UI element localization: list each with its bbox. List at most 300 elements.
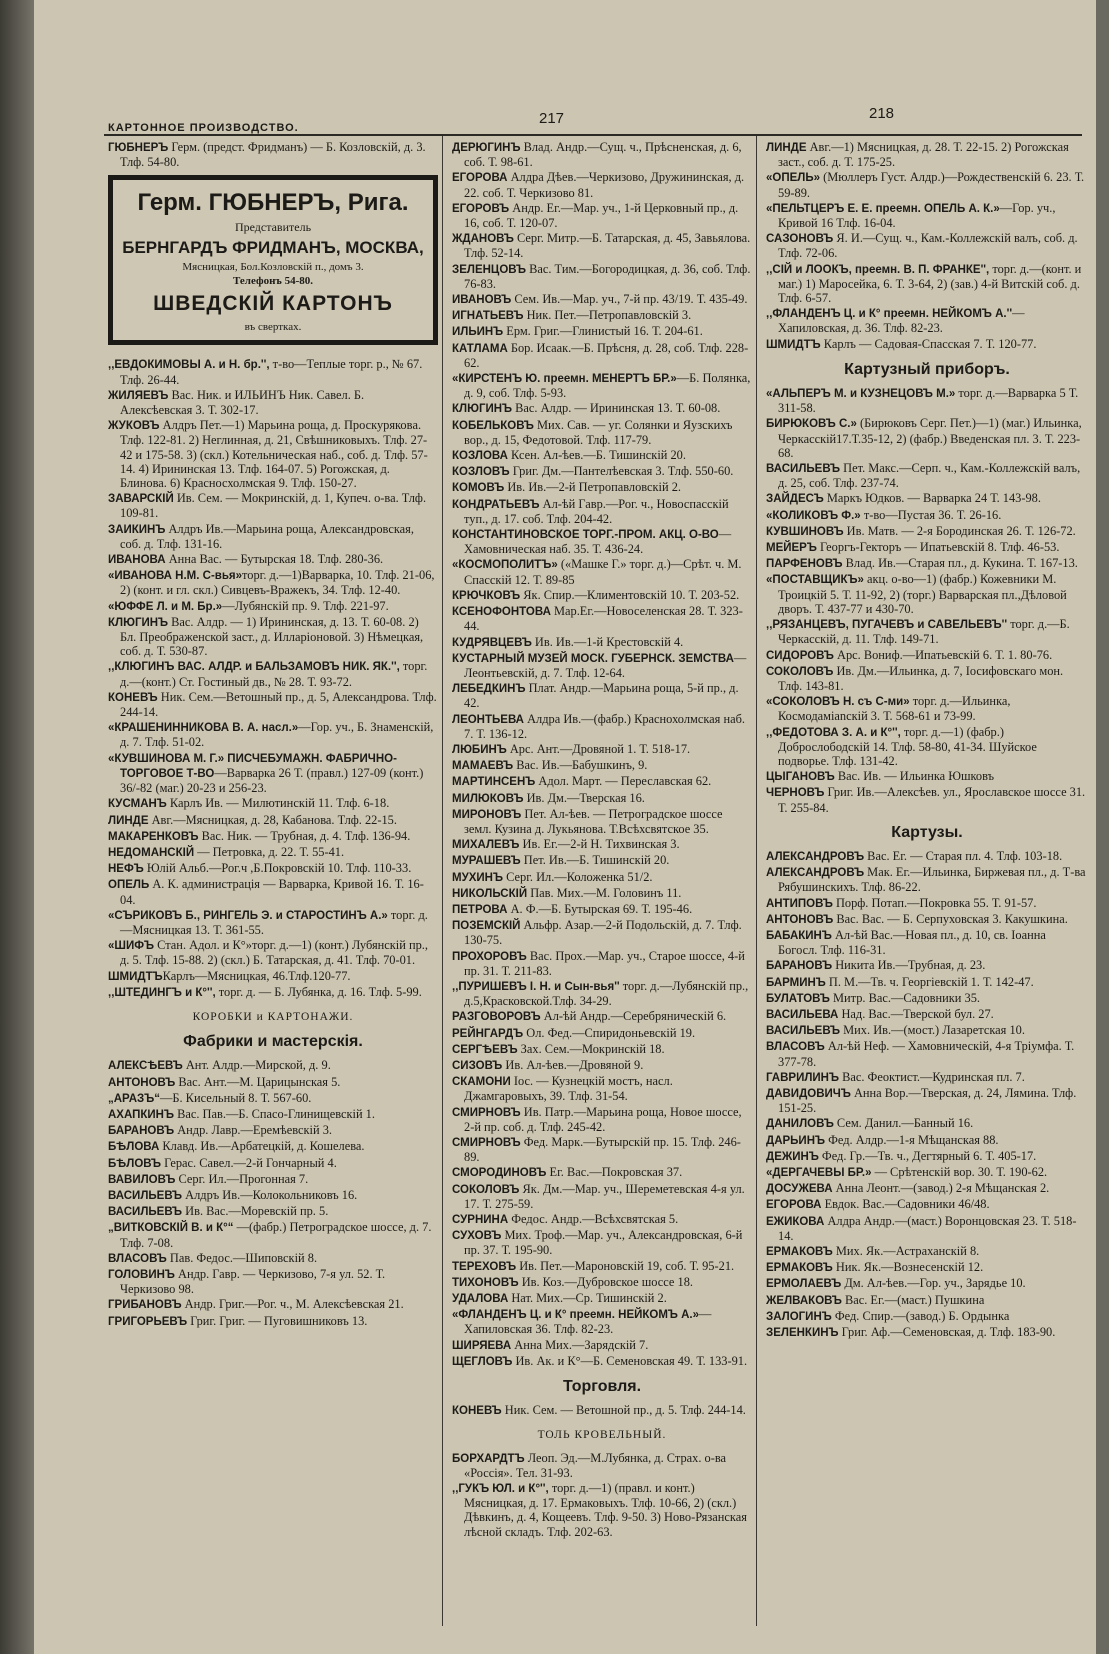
- entry-name: ВАСИЛЬЕВА: [766, 1008, 839, 1021]
- directory-entry: [452, 418, 752, 447]
- directory-entry: [766, 648, 1088, 663]
- entry-details: Вас. Ив. — Ильинка Юшковъ: [834, 769, 995, 784]
- entry-details: (Мюллеръ Густ. Алдр.)—Рождественскій 6. 23. Т. 59-89.: [778, 170, 1085, 200]
- entry-name: ЛИНДЕ: [108, 814, 149, 827]
- directory-entry: [452, 292, 752, 307]
- entry-name: МУРАШЕВЪ: [452, 855, 521, 868]
- entry-name: ,,СІЙ и ЛООКЪ, преемн. В. П. ФРАНКЕ'',: [766, 263, 990, 276]
- entry-name: ЛЮБИНЪ: [452, 743, 507, 756]
- entry-name: «СЪРИКОВЪ Б., РИНГЕЛЬ Э. и СТАРОСТИНЪ А.»: [108, 909, 388, 922]
- directory-entry: [108, 1123, 438, 1138]
- entry-details: Вас. Ник. — Трубная, д. 4. Тлф. 136-94.: [198, 828, 411, 843]
- entry-name: ИВАНОВА: [108, 554, 166, 567]
- entry-details: Никита Ив.—Трубная, д. 23.: [832, 958, 986, 973]
- directory-entry: [452, 742, 752, 757]
- entry-name: ГОЛОВИНЪ: [108, 1268, 175, 1281]
- entry-details: Мих. Троф.—Мар. уч., Александровская, 6-й пр. 37. Т. 195-90.: [464, 1228, 743, 1258]
- entry-details: торг. д.—Б. Черкасскій, д. 11. Тлф. 149-71.: [778, 617, 1070, 647]
- directory-entry: [766, 725, 1088, 769]
- entry-name: СОКОЛОВЪ: [766, 665, 834, 678]
- directory-entry: [766, 1039, 1088, 1068]
- directory-entry: [766, 1181, 1088, 1196]
- entry-name: БАРАНОВЪ: [766, 960, 833, 973]
- page-number-left: 217: [539, 110, 565, 127]
- book-binding: [0, 0, 34, 1654]
- ad-phone: Телефонъ 54-80.: [232, 275, 313, 288]
- entry-details: Мих. Ив.—(мост.) Лазаретская 10.: [840, 1023, 1025, 1038]
- entry-details: Ал-ѣй Вас.—Новая пл., д. 10, св. Іоанна Богосл. Тлф. 116-31.: [778, 927, 1046, 958]
- directory-entry: [108, 1107, 438, 1122]
- entry-name: МИХАЛЕВЪ: [452, 839, 520, 852]
- entry-details: Анна Мих.—Зарядскій 7.: [511, 1337, 649, 1352]
- entry-details: Ал-ѣй Гавр.—Рог. ч., Новоспасскій туп., д. 17. соб. Тлф. 204-42.: [464, 496, 729, 526]
- ad-representative-label: Представитель: [234, 220, 312, 235]
- entry-name: БѢЛОВА: [108, 1141, 160, 1154]
- directory-entry: [452, 1135, 752, 1164]
- entry-name: ГРИБАНОВЪ: [108, 1299, 182, 1312]
- entry-name: КРЮЧКОВЪ: [452, 589, 521, 602]
- directory-entry: [452, 1182, 752, 1211]
- entry-details: Авг.—1) Мясницкая, д. 28. Т. 22-15. 2) Рогожская заст., соб. д. Т. 175-25.: [778, 140, 1069, 170]
- entry-details: торг. д.—1) (фабр.) Доброслободскій 14. Тлф. 58-80, 41-34. Шуйское подворье. Тлф. 131-42.: [778, 724, 1037, 768]
- entry-name: ИГНАТЬЕВЪ: [452, 310, 524, 323]
- directory-entry: [452, 807, 752, 836]
- entry-details: Митр. Вас.—Садовники 35.: [829, 990, 980, 1005]
- directory-entry: [452, 170, 752, 199]
- directory-entry: [452, 774, 752, 789]
- entry-details: Ив. Матв. — 2-я Бородинская 26. Т. 126-72.: [843, 523, 1076, 538]
- directory-entry: [766, 540, 1088, 555]
- entry-name: КОНЕВЪ: [108, 691, 158, 704]
- entry-name: СОКОЛОВЪ: [452, 1183, 520, 1196]
- entry-name: КОЗЛОВА: [452, 450, 508, 463]
- entry-details: —Б. Полянка, д. 9, соб. Тлф. 5-93.: [464, 371, 751, 401]
- entry-name: ЗАЛОГИНЪ: [766, 1310, 832, 1323]
- entry-details: —(фабр.) Петроградское шоссе, д. 7. Тлф. 7-08.: [120, 1220, 432, 1250]
- entry-name: РАЗГОВОРОВЪ: [452, 1011, 541, 1024]
- entry-details: Андр. Гавр. — Черкизово, 7-я ул. 52. Т. Черкизово 98.: [120, 1266, 386, 1297]
- directory-entry: [108, 938, 438, 967]
- directory-entry: [108, 845, 438, 860]
- directory-entry: [108, 140, 438, 169]
- entry-name: КОБЕЛЬКОВЪ: [452, 419, 534, 432]
- section-heading: Торговля.: [562, 1378, 642, 1396]
- entry-details: т-во—Пустая 36. Т. 26-16.: [860, 507, 1002, 522]
- directory-entry: [452, 635, 752, 650]
- entry-details: Вас. Тим.—Богородицкая, д. 36, соб. Тлф. 76-83.: [464, 261, 751, 291]
- directory-entry: [766, 785, 1088, 814]
- entry-details: Зах. Сем.—Мокринскій 18.: [517, 1041, 665, 1056]
- entry-details: Ник. Пет.—Петропавловскій 3.: [523, 308, 692, 323]
- entry-details: Пав. Федос.—Шиповскій 8.: [166, 1250, 318, 1265]
- entry-name: ПАРФЕНОВЪ: [766, 558, 843, 571]
- directory-entry: [452, 758, 752, 773]
- entry-details: —Гор. уч., Б. Знаменскій, д. 7. Тлф. 51-02.: [120, 720, 434, 750]
- directory-entry: [766, 306, 1088, 335]
- directory-entry: [766, 262, 1088, 306]
- entry-details: Вас. Ег.—(маст.) Пушкина: [841, 1292, 985, 1307]
- entry-name: ЕЖИКОВА: [766, 1215, 825, 1228]
- directory-entry: [452, 651, 752, 680]
- column-3: [766, 140, 1088, 1630]
- section-subheading: ТОЛЬ КРОВЕЛЬНЫЙ.: [537, 1429, 667, 1442]
- directory-entry: [452, 1165, 752, 1180]
- entry-name: «КУВШИНОВА М. Г.» ПИСЧЕБУМАЖН. ФАБРИЧНО-ТОРГОВОЕ Т-ВО: [108, 752, 397, 780]
- entry-details: Герм. (предст. Фридманъ) — Б. Козловскій, д. 3. Тлф. 54-80.: [120, 140, 426, 170]
- entry-details: Ив. Ив.—1-й Крестовскій 4.: [531, 634, 684, 649]
- directory-entry: [108, 908, 438, 937]
- directory-entry: [452, 401, 752, 416]
- entry-details: Ив. Дм.—Ильинка, д. 7, Іосифовскаго мон. Тлф. 143-81.: [778, 663, 1064, 693]
- entry-name: СКАМОНИ: [452, 1076, 511, 1089]
- column-divider: [442, 136, 443, 1626]
- advertisement-box: [108, 175, 438, 345]
- entry-details: Влад. Ив.—Старая пл., д. Кукина. Т. 167-13.: [842, 556, 1078, 571]
- entry-details: Серг. Ил.—Коложенка 51/2.: [502, 869, 653, 884]
- entry-details: Фед. Алдр.—1-я Мѣщанская 88.: [825, 1132, 999, 1147]
- header-rule: [104, 134, 1082, 136]
- entry-details: Григ. Григ. — Пуговишниковъ 13.: [187, 1313, 368, 1328]
- directory-entry: [452, 1291, 752, 1306]
- entry-name: ШМИДТЪ: [766, 338, 821, 351]
- section-heading: Картузы.: [891, 823, 963, 841]
- directory-entry: [108, 1075, 438, 1090]
- directory-entry: [766, 140, 1088, 169]
- directory-entry: [766, 170, 1088, 199]
- entry-details: Вас. Ив.—Бабушкинъ, 9.: [513, 758, 648, 773]
- directory-entry: [108, 1251, 438, 1266]
- entry-name: ЖЕЛВАКОВЪ: [766, 1294, 842, 1307]
- entry-name: СУРНИНА: [452, 1214, 509, 1227]
- directory-entry: [452, 1026, 752, 1041]
- entry-details: Ант. Алдр.—Мирской, д. 9.: [182, 1058, 331, 1073]
- entry-details: Анна Вас. — Бутырская 18. Тлф. 280-36.: [165, 552, 384, 567]
- entry-details: т-во—Теплые торг. р., № 67. Тлф. 26-44.: [120, 357, 423, 387]
- entry-details: Алдра Дѣев.—Черкизово, Дружининская, д. 22. соб. Т. Черкизово 81.: [464, 170, 745, 200]
- entry-name: МЕЙЕРЪ: [766, 542, 817, 555]
- entry-details: Влад. Андр.—Сущ. ч., Прѣсненская, д. 6, соб. Т. 98-61.: [464, 140, 742, 170]
- directory-entry: [452, 557, 752, 586]
- directory-entry: [108, 522, 438, 551]
- entry-name: КОМОВЪ: [452, 482, 505, 495]
- directory-entry: [108, 357, 438, 386]
- entry-details: Сем. Данил.—Банный 16.: [833, 1116, 974, 1131]
- entry-details: («Машке Г.» торг. д.)—Срѣт. ч. М. Спасскій 12. Т. 89-85: [464, 557, 742, 587]
- entry-details: Пет. Ив.—Б. Тишинскій 20.: [520, 853, 670, 868]
- entry-details: Ив. Дм.—Тверская 16.: [523, 790, 645, 805]
- entry-name: «АЛЬПЕРЪ М. и КУЗНЕЦОВЪ М.»: [766, 388, 956, 401]
- directory-entry: [108, 418, 438, 490]
- entry-details: Андр. Григ.—Рог. ч., М. Алексѣевская 21.: [181, 1297, 404, 1312]
- directory-entry: [108, 388, 438, 417]
- directory-entry: [766, 508, 1088, 523]
- entry-name: ЛЕОНТЬЕВА: [452, 713, 524, 726]
- entry-name: ЛИНДЕ: [766, 142, 807, 154]
- entry-details: Григ. Ив.—Алексѣев. ул., Ярославское шоссе 31. Т. 255-84.: [778, 785, 1086, 815]
- entry-name: ЖУКОВЪ: [108, 420, 160, 433]
- ad-company: Герм. ГЮБНЕРЪ, Рига.: [137, 189, 409, 217]
- entry-name: «ФЛАНДЕНЪ Ц. и К° преемн. НЕЙКОМЪ А.»: [452, 1309, 700, 1322]
- directory-entry: [766, 524, 1088, 539]
- entry-name: КСЕНОФОНТОВА: [452, 606, 551, 619]
- entry-name: НЕФЪ: [108, 863, 144, 876]
- directory-entry: [766, 572, 1088, 616]
- entry-name: «ЮФФЕ Л. и М. Бр.»: [108, 600, 223, 613]
- directory-entry: [452, 1228, 752, 1257]
- directory-entry: [452, 1212, 752, 1227]
- entry-name: СМОРОДИНОВЪ: [452, 1167, 547, 1180]
- directory-entry: [766, 1149, 1088, 1164]
- directory-entry: [766, 1293, 1088, 1308]
- entry-name: МАМАЕВЪ: [452, 760, 514, 773]
- entry-details: — Срѣтенскій вор. 30. Т. 190-62.: [871, 1165, 1048, 1179]
- entry-details: Георгъ-Гекторъ — Ипатьевскій 8. Тлф. 46-53.: [816, 540, 1060, 555]
- entry-details: Плат. Андр.—Марьина роща, 5-й пр., д. 42.: [464, 681, 739, 711]
- entry-name: ЗАВАРСКІЙ: [108, 493, 174, 506]
- entry-name: БОРХАРДТЪ: [452, 1452, 525, 1465]
- entry-name: СИЗОВЪ: [452, 1059, 503, 1072]
- entry-name: ,,ФЛАНДЕНЪ Ц. и К° преемн. НЕЙКОМЪ А.'': [766, 308, 1013, 321]
- entry-details: Карлъ Ив. — Милютинскій 11. Тлф. 6-18.: [166, 796, 390, 811]
- entry-name: КУВШИНОВЪ: [766, 525, 844, 538]
- column-divider: [756, 136, 757, 1626]
- ad-address: Мясницкая, Бол.Козловскій п., домъ 3.: [182, 261, 364, 274]
- entry-name: ЗЕЛЕНКИНЪ: [766, 1327, 839, 1340]
- directory-entry: [452, 448, 752, 463]
- directory-entry: [452, 201, 752, 230]
- entry-details: Григ. Дм.—Пантелѣевская 3. Тлф. 550-60.: [509, 464, 734, 479]
- entry-details: —Хапиловская, д. 36. Тлф. 82-23.: [778, 306, 1025, 336]
- entry-name: АНТИПОВЪ: [766, 897, 833, 910]
- entry-details: Григ. Аф.—Семеновская, д. Тлф. 183-90.: [838, 1325, 1056, 1340]
- entry-name: БАРАНОВЪ: [108, 1125, 175, 1138]
- entry-details: торг. д. — Б. Лубянка, д. 16. Тлф. 5-99.: [215, 984, 422, 999]
- entry-name: МИРОНОВЪ: [452, 808, 522, 821]
- column-1: [108, 140, 438, 1630]
- entry-details: торг. д.—(конт.) Ст. Гостиный дв., № 28. Т. 93-72.: [120, 659, 428, 689]
- entry-name: ЩЕГЛОВЪ: [452, 1355, 513, 1368]
- entry-details: торг. д.—1)Варварка, 10. Тлф. 21-06, 2) (конт. и гл. скл.) Сивцевъ-Вражекъ, 34. Тлф. 12-40.: [120, 568, 435, 598]
- entry-name: «СОКОЛОВЪ Н. съ С-ми»: [766, 696, 910, 709]
- entry-details: Фед. Гр.—Тв. ч., Дегтярный 6. Т. 405-17.: [818, 1148, 1037, 1163]
- section-subheading: КОРОБКИ и КАРТОНАЖИ.: [192, 1010, 354, 1023]
- directory-entry: [452, 918, 752, 947]
- entry-name: «КОСМОПОЛИТЪ»: [452, 559, 558, 572]
- entry-name: ПЕТРОВА: [452, 903, 508, 916]
- directory-entry: [452, 324, 752, 339]
- entry-details: Ник. Сем. — Ветошной пр., д. 5. Тлф. 244-14.: [501, 1403, 746, 1418]
- directory-entry: [108, 1314, 438, 1329]
- entry-details: Ив. Патр.—Марьина роща, Новое шоссе, 2-й пр. соб. д. Тлф. 245-42.: [464, 1104, 742, 1134]
- entry-name: БИРЮКОВЪ С.»: [766, 418, 857, 431]
- directory-entry: [452, 853, 752, 868]
- entry-name: АХАПКИНЪ: [108, 1108, 174, 1121]
- entry-name: «КИРСТЕНЪ Ю. преемн. МЕНЕРТЪ БР.»: [452, 373, 677, 386]
- directory-entry: [766, 1197, 1088, 1212]
- directory-entry: [452, 1338, 752, 1353]
- directory-entry: [108, 1156, 438, 1171]
- directory-entry: [452, 681, 752, 710]
- directory-entry: [108, 1172, 438, 1187]
- directory-entry: [766, 849, 1088, 864]
- entry-name: УДАЛОВА: [452, 1293, 509, 1306]
- directory-entry: [108, 568, 438, 597]
- entry-name: ДЕЖИНЪ: [766, 1150, 819, 1163]
- entry-details: Альфр. Азар.—2-й Подольскій, д. 7. Тлф. 130-75.: [464, 918, 742, 948]
- entry-name: «ИВАНОВА Н.М. С-вья»: [108, 570, 243, 583]
- entry-details: торг. д.—Лубянскій пр., д.5,Красковской.Тлф. 34-29.: [464, 978, 749, 1009]
- directory-entry: [452, 464, 752, 479]
- entry-name: ,,КЛЮГИНЪ ВАС. АЛДР. и БАЛЬЗАМОВЪ НИК. ЯК.'',: [108, 661, 400, 674]
- directory-entry: [766, 958, 1088, 973]
- entry-details: Ив. Ив.—2-й Петропавловскій 2.: [504, 480, 682, 495]
- entry-details: —Б. Кисельный 8. Т. 567-60.: [159, 1090, 312, 1105]
- entry-name: ЗАИКИНЪ: [108, 523, 166, 536]
- entry-name: ВЛАСОВЪ: [108, 1252, 167, 1265]
- entry-name: ЕГОРОВА: [766, 1199, 822, 1212]
- entry-details: Ив. Пет.—Мароновскій 19, соб. Т. 95-21.: [516, 1258, 735, 1273]
- entry-name: СМИРНОВЪ: [452, 1106, 521, 1119]
- directory-entry: [108, 552, 438, 567]
- entry-details: Серг. Ил.—Прогонная 7.: [175, 1171, 309, 1186]
- directory-entry: [452, 497, 752, 526]
- directory-entry: [452, 1074, 752, 1103]
- directory-entry: [452, 1481, 752, 1539]
- entry-name: БАБАКИНЪ: [766, 929, 832, 942]
- entry-details: Ал-ѣй Неф. — Хамовническій, 4-я Тріумфа. Т. 377-78.: [778, 1039, 1075, 1069]
- entry-name: ДАНИЛОВЪ: [766, 1118, 834, 1131]
- entry-details: Вас. Алдр. — 1) Ирининская, д. 13. Т. 60-08. 2) Бл. Преображенской заст., д. Илларіоновой. 3) Нѣмецкая, соб. д. Т. 530-87.: [120, 614, 424, 659]
- directory-entry: [766, 769, 1088, 784]
- directory-entry: [766, 231, 1088, 260]
- entry-details: Мар.Ег.—Новоселенская 28. Т. 323-44.: [464, 604, 743, 634]
- entry-details: Пав. Мих.—М. Головинъ 11.: [527, 885, 682, 900]
- entry-name: ЗЕЛЕНЦОВЪ: [452, 263, 526, 276]
- entry-details: Анна Леонт.—(завод.) 2-я Мѣщанская 2.: [832, 1181, 1050, 1196]
- page-number-right: 218: [869, 105, 895, 122]
- directory-entry: [766, 1276, 1088, 1291]
- entry-details: торг. д.—1) (правл. и конт.) Мясницкая, д. 17. Ермаковыхъ. Тлф. 10-66, 2) (скл.) Дѣвкинъ, д. 4, Кощеевъ. Тлф. 9-50. 3) Ново-Рязанская лѣсной складъ. Тлф. 202-63.: [464, 1481, 747, 1539]
- entry-details: Пет. Ал-ѣев. — Петроградское шоссе земл. Кузина д. Лукьянова. Т.Всѣхсвятское 35.: [464, 806, 723, 836]
- entry-name: ЕГОРОВА: [452, 172, 508, 185]
- entry-name: ПРОХОРОВЪ: [452, 950, 527, 963]
- directory-entry: [452, 886, 752, 901]
- entry-name: «КРАШЕНИННИКОВА В. А. насл.»: [108, 722, 299, 735]
- entry-name: ЧЕРНОВЪ: [766, 787, 825, 800]
- directory-entry: [452, 870, 752, 885]
- entry-details: акц. о-во—1) (фабр.) Кожевники М. Троицкій 5. Т. 11-92, 2) (торг.) Варварская пл.,Дѣловой дворъ. Т. 437-77 и 430-70.: [778, 572, 1067, 616]
- entry-details: Ег. Вас.—Покровская 37.: [546, 1165, 683, 1180]
- section-title: КАРТОННОЕ ПРОИЗВОДСТВО.: [108, 122, 299, 134]
- entry-name: ЖДАНОВЪ: [452, 233, 514, 246]
- directory-entry: [766, 1086, 1088, 1115]
- entry-name: ПОЗЕМСКІЙ: [452, 920, 521, 933]
- entry-name: ЗАЙДЕСЪ: [766, 493, 824, 506]
- entry-name: ВАВИЛОВЪ: [108, 1173, 176, 1186]
- entry-name: ВАСИЛЬЕВЪ: [108, 1206, 183, 1219]
- directory-entry: [766, 1325, 1088, 1340]
- directory-entry: [452, 1042, 752, 1057]
- entry-details: Вас. Прох.—Мар. уч., Старое шоссе, 4-й пр. 31. Т. 211-83.: [464, 948, 745, 978]
- directory-entry: [766, 975, 1088, 990]
- entry-name: КУДРЯВЦЕВЪ: [452, 636, 532, 649]
- ad-product: ШВЕДСКІЙ КАРТОНЪ: [153, 292, 393, 316]
- entry-details: Федос. Андр.—Всѣхсвятская 5.: [508, 1212, 679, 1227]
- directory-entry: [452, 902, 752, 917]
- entry-details: —Варварка 26 Т. (правл.) 127-09 (конт.) 36/-82 (маг.) 20-23 и 256-23.: [120, 765, 424, 796]
- directory-entry: [766, 337, 1088, 352]
- entry-name: АНТОНОВЪ: [108, 1076, 176, 1089]
- entry-name: ,,ШТЕДИНГЪ и К°'',: [108, 986, 216, 999]
- entry-name: ГАВРИЛИНЪ: [766, 1071, 839, 1084]
- entry-name: „ВИТКОВСКІЙ В. и К°“: [108, 1222, 234, 1235]
- entry-details: Дм. Ал-ѣев.—Гор. уч., Зарядье 10.: [841, 1276, 1026, 1291]
- entry-name: «ШИФЪ: [108, 940, 155, 953]
- entry-name: АЛЕКСАНДРОВЪ: [766, 850, 865, 863]
- entry-details: Вас. Ант.—М. Царицынская 5.: [175, 1074, 341, 1089]
- entry-name: ВЛАСОВЪ: [766, 1041, 825, 1054]
- entry-name: МУХИНЪ: [452, 871, 503, 884]
- directory-entry: [766, 1116, 1088, 1131]
- directory-entry: [108, 861, 438, 876]
- directory-entry: [766, 461, 1088, 490]
- entry-name: КОНСТАНТИНОВСКОЕ ТОРГ.-ПРОМ. АКЦ. О-ВО: [452, 529, 719, 542]
- entry-details: П. М.—Тв. ч. Георгіевскій 1. Т. 142-47.: [825, 974, 1034, 989]
- entry-details: А. Ф.—Б. Бутырская 69. Т. 195-46.: [507, 901, 693, 916]
- entry-name: «ДЕРГАЧЕВЫ БР.»: [766, 1167, 872, 1179]
- directory-entry: [108, 1267, 438, 1296]
- directory-entry: [452, 231, 752, 260]
- entry-details: —Гор. уч., Кривой 16 Тлф. 16-04.: [778, 200, 1056, 231]
- entry-details: торг. д.—Варварка 5 Т. 311-58.: [778, 386, 1079, 416]
- entry-name: АЛЕКСАНДРОВЪ: [766, 867, 865, 880]
- entry-details: (Бирюковъ Серг. Пет.)—1) (маг.) Ильинка, Черкасскій17.Т.35-12, 2) (фабр.) Введенская пл. 3. Т. 223-68.: [778, 416, 1082, 460]
- entry-details: Ник. Як.—Вознесенскій 12.: [832, 1260, 984, 1275]
- directory-entry: [452, 1259, 752, 1274]
- section-heading: Фабрики и мастерскія.: [183, 1033, 363, 1051]
- entry-name: ТЕРЕХОВЪ: [452, 1260, 517, 1273]
- entry-name: НИКОЛЬСКІЙ: [452, 887, 528, 900]
- entry-name: НЕДОМАНСКІЙ: [108, 846, 195, 859]
- directory-entry: [766, 694, 1088, 723]
- entry-name: СЕРГѢЕВЪ: [452, 1043, 518, 1056]
- entry-name: ДАВИДОВИЧЪ: [766, 1087, 851, 1100]
- entry-name: БѢЛОВЪ: [108, 1157, 162, 1170]
- entry-name: ДЕРЮГИНЪ: [452, 142, 521, 154]
- directory-entry: [766, 1260, 1088, 1275]
- directory-entry: [766, 1309, 1088, 1324]
- entry-details: Мак. Ег.—Ильинка, Биржевая пл., д. Т-ва Рябушинскихъ. Тлф. 86-22.: [778, 865, 1086, 895]
- directory-entry: [452, 371, 752, 400]
- entry-name: ,,ФЕДОТОВА З. А. и К°'',: [766, 726, 901, 739]
- entry-details: Пет. Макс.—Серп. ч., Кам.-Коллежскій валъ, д. 25, соб. Тлф. 237-74.: [778, 461, 1081, 491]
- entry-name: ЕРМАКОВЪ: [766, 1246, 833, 1259]
- entry-details: Маркъ Юдков. — Варварка 24 Т. 143-98.: [823, 491, 1041, 506]
- directory-entry: [766, 896, 1088, 911]
- entry-details: Вас. Пав.—Б. Спасо-Глинищевскій 1.: [174, 1106, 375, 1121]
- entry-details: — Петровка, д. 22. Т. 55-41.: [194, 844, 345, 859]
- directory-entry: [452, 1105, 752, 1134]
- entry-name: МАРТИНСЕНЪ: [452, 776, 536, 789]
- entry-details: —Хамовническая наб. 35. Т. 436-24.: [464, 527, 732, 557]
- entry-details: Вас. Феоктист.—Кудринская пл. 7.: [838, 1069, 1025, 1084]
- entry-name: «ПЕЛЬТЦЕРЪ Е. Е. преемн. ОПЕЛЬ А. К.»: [766, 202, 1000, 215]
- entry-details: Як. Спир.—Климентовскій 10. Т. 203-52.: [520, 587, 740, 602]
- book-page: [34, 0, 1096, 1654]
- directory-entry: [766, 1007, 1088, 1022]
- directory-entry: [766, 617, 1088, 646]
- directory-entry: [108, 1058, 438, 1073]
